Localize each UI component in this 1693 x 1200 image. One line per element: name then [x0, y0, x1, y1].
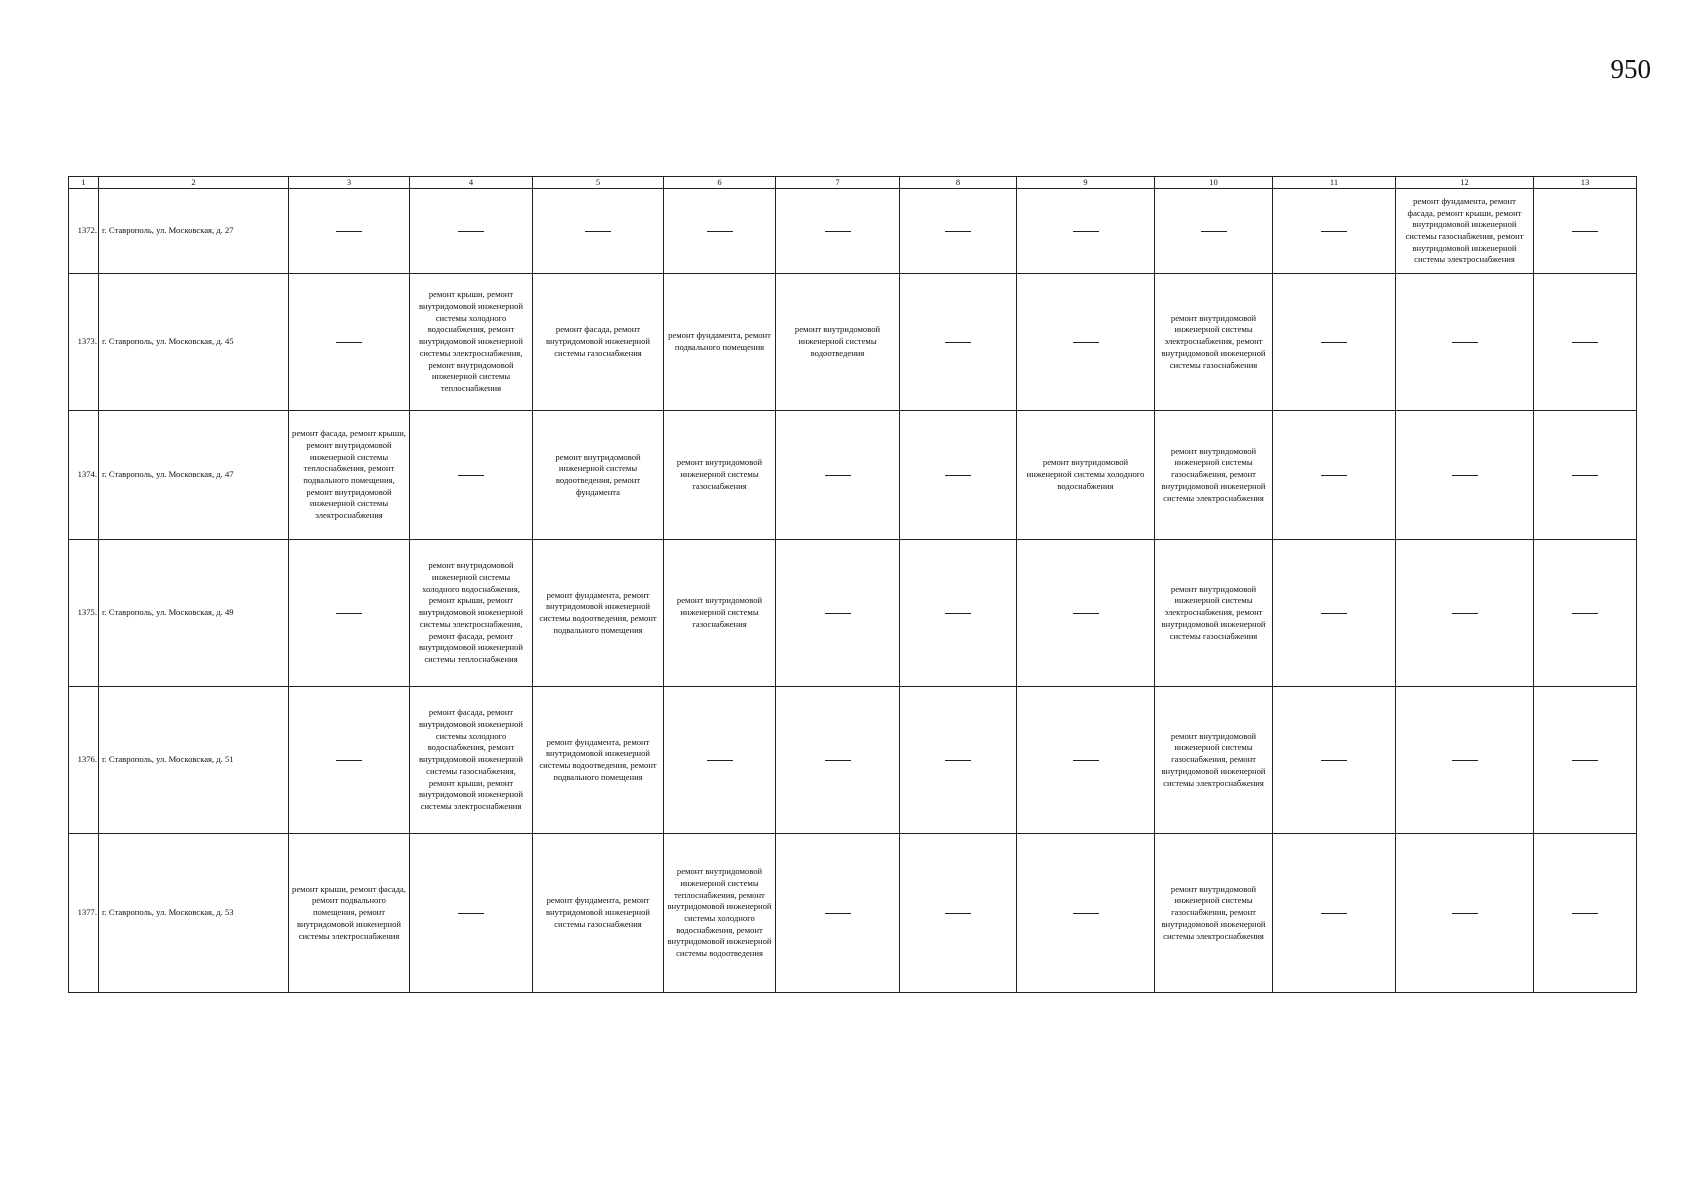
row-number: 1374. [69, 411, 99, 540]
row-number: 1376. [69, 687, 99, 834]
table-row [69, 540, 1637, 687]
empty-cell [1534, 834, 1637, 993]
dash-mark [1452, 475, 1478, 476]
column-number-header: 13 [1534, 177, 1637, 189]
dash-mark [1073, 613, 1099, 614]
dash-mark [1321, 760, 1347, 761]
column-number-header: 8 [900, 177, 1017, 189]
repair-schedule-table [68, 176, 1637, 993]
empty-cell [1273, 687, 1396, 834]
empty-cell [776, 687, 900, 834]
work-type-cell: ремонт фасада, ремонт внутридомовой инженерной системы газоснабжения [533, 274, 664, 411]
empty-cell [900, 411, 1017, 540]
dash-mark [945, 342, 971, 343]
empty-cell [289, 540, 410, 687]
empty-cell [1396, 834, 1534, 993]
column-number-header: 6 [664, 177, 776, 189]
work-type-cell: ремонт внутридомовой инженерной системы газоснабжения [664, 411, 776, 540]
column-number-header: 9 [1017, 177, 1155, 189]
table-row [69, 274, 1637, 411]
dash-mark [1452, 613, 1478, 614]
address-cell: г. Ставрополь, ул. Московская, д. 53 [99, 834, 289, 993]
dash-mark [336, 231, 362, 232]
empty-cell [776, 834, 900, 993]
dash-mark [945, 475, 971, 476]
empty-cell [900, 189, 1017, 274]
dash-mark [1572, 342, 1598, 343]
empty-cell [1534, 540, 1637, 687]
address-cell: г. Ставрополь, ул. Московская, д. 49 [99, 540, 289, 687]
empty-cell [289, 189, 410, 274]
dash-mark [945, 231, 971, 232]
empty-cell [776, 540, 900, 687]
dash-mark [336, 613, 362, 614]
empty-cell [410, 411, 533, 540]
dash-mark [1572, 760, 1598, 761]
empty-cell [1396, 687, 1534, 834]
dash-mark [1572, 231, 1598, 232]
work-type-cell: ремонт внутридомовой инженерной системы теплоснабжения, ремонт внутридомовой инженерной системы холодного водоснабжения, ремонт внутридомовой инженерной системы водоотведения [664, 834, 776, 993]
dash-mark [1201, 231, 1227, 232]
column-number-header: 3 [289, 177, 410, 189]
empty-cell [289, 274, 410, 411]
column-number-row [69, 177, 1637, 189]
dash-mark [1452, 760, 1478, 761]
table-row [69, 834, 1637, 993]
column-number-header: 7 [776, 177, 900, 189]
work-type-cell: ремонт крыши, ремонт фасада, ремонт подвального помещения, ремонт внутридомовой инженерной системы электроснабжения [289, 834, 410, 993]
work-type-cell: ремонт фундамента, ремонт подвального помещения [664, 274, 776, 411]
work-type-cell: ремонт внутридомовой инженерной системы электроснабжения, ремонт внутридомовой инженерной системы газоснабжения [1155, 274, 1273, 411]
dash-mark [825, 475, 851, 476]
dash-mark [1572, 913, 1598, 914]
dash-mark [1321, 231, 1347, 232]
work-type-cell: ремонт внутридомовой инженерной системы газоснабжения, ремонт внутридомовой инженерной системы электроснабжения [1155, 834, 1273, 993]
empty-cell [410, 189, 533, 274]
empty-cell [410, 834, 533, 993]
column-number-header: 11 [1273, 177, 1396, 189]
dash-mark [945, 760, 971, 761]
empty-cell [533, 189, 664, 274]
dash-mark [1321, 342, 1347, 343]
empty-cell [1396, 274, 1534, 411]
empty-cell [900, 834, 1017, 993]
empty-cell [1273, 834, 1396, 993]
table-row [69, 189, 1637, 274]
work-type-cell: ремонт фундамента, ремонт внутридомовой инженерной системы водоотведения, ремонт подвального помещения [533, 540, 664, 687]
empty-cell [664, 687, 776, 834]
empty-cell [1017, 189, 1155, 274]
work-type-cell: ремонт внутридомовой инженерной системы газоснабжения, ремонт внутридомовой инженерной системы электроснабжения [1155, 687, 1273, 834]
work-type-cell: ремонт фундамента, ремонт внутридомовой инженерной системы газоснабжения [533, 834, 664, 993]
address-cell: г. Ставрополь, ул. Московская, д. 45 [99, 274, 289, 411]
dash-mark [585, 231, 611, 232]
column-number-header: 12 [1396, 177, 1534, 189]
dash-mark [458, 913, 484, 914]
address-cell: г. Ставрополь, ул. Московская, д. 27 [99, 189, 289, 274]
dash-mark [825, 231, 851, 232]
dash-mark [1452, 913, 1478, 914]
dash-mark [1452, 342, 1478, 343]
dash-mark [1321, 475, 1347, 476]
work-type-cell: ремонт внутридомовой инженерной системы водоотведения, ремонт фундамента [533, 411, 664, 540]
table-row [69, 411, 1637, 540]
dash-mark [1321, 613, 1347, 614]
work-type-cell: ремонт внутридомовой инженерной системы электроснабжения, ремонт внутридомовой инженерной системы газоснабжения [1155, 540, 1273, 687]
dash-mark [458, 231, 484, 232]
dash-mark [1572, 475, 1598, 476]
dash-mark [1073, 760, 1099, 761]
row-number: 1375. [69, 540, 99, 687]
work-type-cell: ремонт фундамента, ремонт фасада, ремонт крыши, ремонт внутридомовой инженерной системы газоснабжения, ремонт внутридомовой инженерной системы электроснабжения [1396, 189, 1534, 274]
work-type-cell: ремонт внутридомовой инженерной системы газоснабжения, ремонт внутридомовой инженерной системы электроснабжения [1155, 411, 1273, 540]
empty-cell [1017, 834, 1155, 993]
empty-cell [1534, 411, 1637, 540]
dash-mark [825, 760, 851, 761]
empty-cell [1396, 540, 1534, 687]
empty-cell [1017, 274, 1155, 411]
empty-cell [1534, 687, 1637, 834]
dash-mark [945, 613, 971, 614]
empty-cell [1534, 189, 1637, 274]
dash-mark [707, 231, 733, 232]
row-number: 1372. [69, 189, 99, 274]
empty-cell [1273, 274, 1396, 411]
dash-mark [1073, 342, 1099, 343]
dash-mark [945, 913, 971, 914]
work-type-cell: ремонт крыши, ремонт внутридомовой инженерной системы холодного водоснабжения, ремонт внутридомовой инженерной системы электроснабжения, ремонт внутридомовой инженерной системы теплоснабжения [410, 274, 533, 411]
empty-cell [1155, 189, 1273, 274]
work-type-cell: ремонт фундамента, ремонт внутридомовой инженерной системы водоотведения, ремонт подвального помещения [533, 687, 664, 834]
page-number: 950 [1610, 54, 1651, 84]
address-cell: г. Ставрополь, ул. Московская, д. 51 [99, 687, 289, 834]
empty-cell [900, 540, 1017, 687]
empty-cell [900, 687, 1017, 834]
column-number-header: 4 [410, 177, 533, 189]
column-number-header: 10 [1155, 177, 1273, 189]
work-type-cell: ремонт внутридомовой инженерной системы газоснабжения [664, 540, 776, 687]
work-type-cell: ремонт фасада, ремонт внутридомовой инженерной системы холодного водоснабжения, ремонт внутридомовой инженерной системы газоснабжения, ремонт крыши, ремонт внутридомовой инженерной системы электроснабжения [410, 687, 533, 834]
row-number: 1377. [69, 834, 99, 993]
empty-cell [776, 411, 900, 540]
empty-cell [776, 189, 900, 274]
empty-cell [289, 687, 410, 834]
empty-cell [900, 274, 1017, 411]
dash-mark [336, 760, 362, 761]
dash-mark [707, 760, 733, 761]
dash-mark [1572, 613, 1598, 614]
column-number-header: 5 [533, 177, 664, 189]
work-type-cell: ремонт фасада, ремонт крыши, ремонт внутридомовой инженерной системы теплоснабжения, ремонт подвального помещения, ремонт внутридомовой инженерной системы электроснабжения [289, 411, 410, 540]
empty-cell [1273, 411, 1396, 540]
work-type-cell: ремонт внутридомовой инженерной системы водоотведения [776, 274, 900, 411]
work-type-cell: ремонт внутридомовой инженерной системы холодного водоснабжения [1017, 411, 1155, 540]
address-cell: г. Ставрополь, ул. Московская, д. 47 [99, 411, 289, 540]
empty-cell [1273, 189, 1396, 274]
empty-cell [1273, 540, 1396, 687]
dash-mark [1073, 231, 1099, 232]
empty-cell [1396, 411, 1534, 540]
empty-cell [664, 189, 776, 274]
column-number-header: 1 [69, 177, 99, 189]
empty-cell [1017, 540, 1155, 687]
dash-mark [825, 613, 851, 614]
dash-mark [825, 913, 851, 914]
empty-cell [1017, 687, 1155, 834]
dash-mark [1073, 913, 1099, 914]
dash-mark [458, 475, 484, 476]
dash-mark [336, 342, 362, 343]
empty-cell [1534, 274, 1637, 411]
row-number: 1373. [69, 274, 99, 411]
work-type-cell: ремонт внутридомовой инженерной системы холодного водоснабжения, ремонт крыши, ремонт внутридомовой инженерной системы электроснабжения, ремонт фасада, ремонт внутридомовой инженерной системы теплоснабжения [410, 540, 533, 687]
dash-mark [1321, 913, 1347, 914]
table-row [69, 687, 1637, 834]
column-number-header: 2 [99, 177, 289, 189]
